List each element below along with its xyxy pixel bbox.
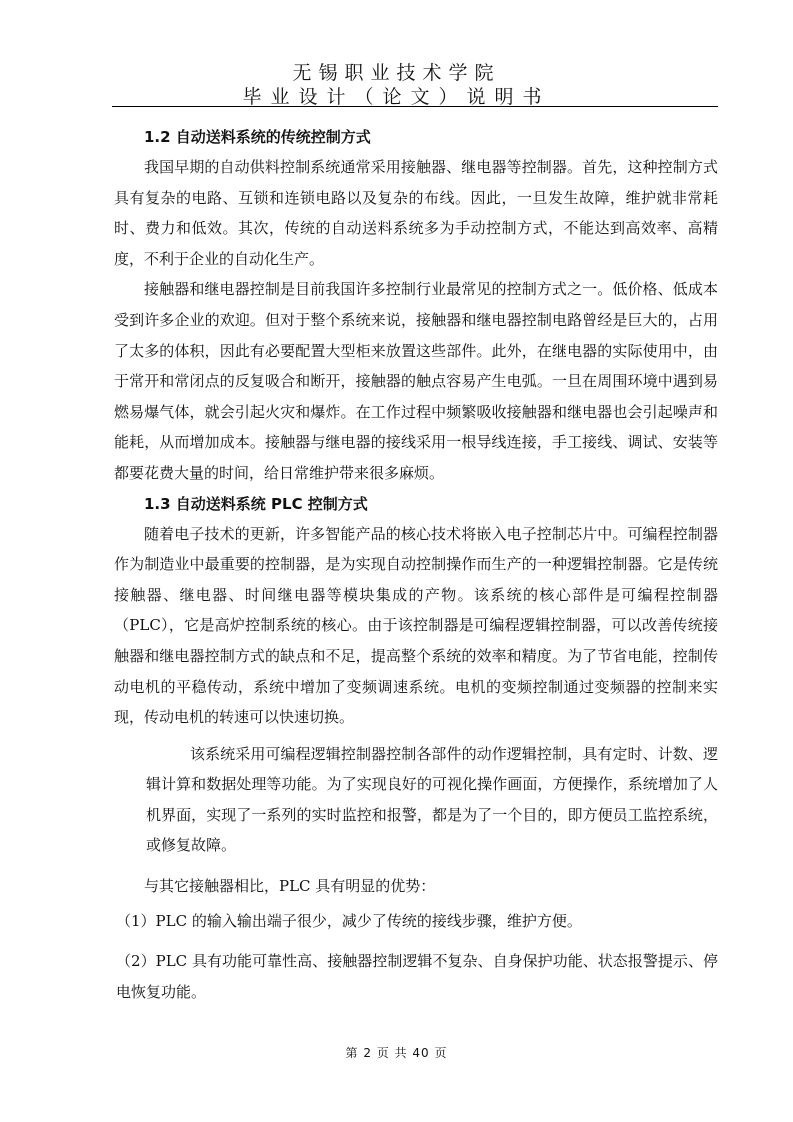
advantage-item-1: （1）PLC 的输入输出端子很少，减少了传统的接线步骤，维护方便。 (116, 911, 582, 930)
advantages-intro: 与其它接触器相比，PLC 具有明显的优势： (144, 877, 436, 896)
page-number: 第 2 页 共 40 页 (345, 1046, 448, 1060)
paragraph: 我国早期的自动供料控制系统通常采用接触器、继电器等控制器。首先，这种控制方式具有复杂的电路、互锁和连锁电路以及复杂的布线。因此，一旦发生故障，维护就非常耗时、费力和低效。其次，传统的自动送料系统多为手动控制方式，不能达到高效率、高精度，不利于企业的自动化生产。 (114, 158, 718, 268)
paragraph: 接触器和继电器控制是目前我国许多控制行业最常见的控制方式之一。低价格、低成本受到许多企业的欢迎。但对于整个系统来说，接触器和继电器控制电路曾经是巨大的，占用了太多的体积，因此有必要配置大型柜来放置这些部件。此外，在继电器的实际使用中，由于常开和常闭点的反复吸合和断开，接触器的触点容易产生电弧。一旦在周围环境中遇到易燃易爆气体，就会引起火灾和爆炸。在工作过程中频繁吸收接触器和继电器也会引起噪声和能耗，从而增加成本。接触器与继电器的接线采用一根导线连接，手工接线、调试、安装等都要花费大量的时间，给日常维护带来很多麻烦。 (114, 280, 718, 482)
section-heading-1-2: 1.2 自动送料系统的传统控制方式 (144, 128, 371, 146)
indented-paragraph: 该系统采用可编程逻辑控制器控制各部件的动作逻辑控制，具有定时、计数、逻辑计算和数据处理等功能。为了实现良好的可视化操作画面，方便操作，系统增加了人机界面，实现了一系列的实时监控和报警，都是为了一个目的，即方便员工监控系统，或修复故障。 (146, 744, 718, 855)
header-rule (112, 106, 718, 107)
paragraph: 随着电子技术的更新，许多智能产品的核心技术将嵌入电子控制芯片中。可编程控制器作为制造业中最重要的控制器，是为实现自动控制操作而生产的一种逻辑控制器。它是传统接触器、继电器、时间继电器等模块集成的产物。该系统的核心部件是可编程控制器（PLC），它是高炉控制系统的核心。由于该控制器是可编程逻辑控制器，可以改善传统接触器和继电器控制方式的缺点和不足，提高整个系统的效率和精度。为了节省电能，控制传动电机的平稳传动，系统中增加了变频调速系统。电机的变频控制通过变频器的控制来实现，传动电机的转速可以快速切换。 (114, 524, 718, 727)
page-body (114, 122, 718, 1007)
section-heading-1-3: 1.3 自动送料系统 PLC 控制方式 (144, 494, 368, 513)
document-type-title: 毕业设计（论文）说明书 (242, 86, 551, 108)
advantage-item-2: （2）PLC 具有功能可靠性高、接触器控制逻辑不复杂、自身保护功能、状态报警提示、停电恢复功能。 (116, 952, 718, 1001)
school-name: 无锡职业技术学院 (292, 62, 501, 84)
